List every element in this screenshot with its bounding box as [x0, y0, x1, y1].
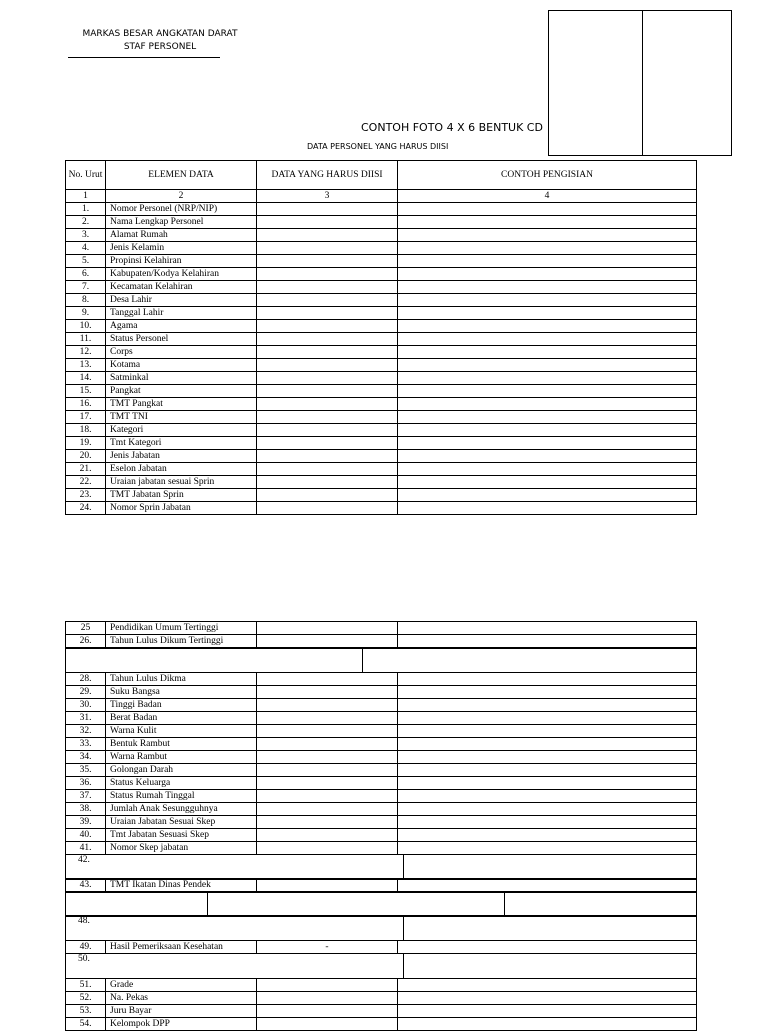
row-label: Tinggi Badan [106, 699, 257, 712]
table-row [66, 476, 697, 489]
col-number: 3 [257, 190, 398, 203]
example-cell [398, 764, 697, 777]
row-number: 43. [66, 879, 106, 892]
example-cell [398, 1005, 697, 1018]
table-row [66, 777, 697, 790]
row-number: 48. [78, 916, 90, 926]
col-number: 2 [106, 190, 257, 203]
data-cell[interactable] [257, 502, 398, 515]
row-label: Juru Bayar [106, 1005, 257, 1018]
row-number: 29. [66, 686, 106, 699]
table-row [66, 333, 697, 346]
example-cell [398, 725, 697, 738]
row-number: 13. [66, 359, 106, 372]
table-row [66, 712, 697, 725]
table-row [66, 255, 697, 268]
header-elemen-data: ELEMEN DATA [106, 161, 257, 190]
row-label: Golongan Darah [106, 764, 257, 777]
table-row [66, 216, 697, 229]
table-row [66, 385, 697, 398]
example-cell [398, 979, 697, 992]
row-label: Alamat Rumah [106, 229, 257, 242]
row-label: Berat Badan [106, 712, 257, 725]
data-cell[interactable] [257, 294, 398, 307]
data-cell[interactable] [257, 686, 398, 699]
data-cell[interactable] [257, 242, 398, 255]
data-cell[interactable] [257, 1005, 398, 1018]
data-cell[interactable] [257, 803, 398, 816]
row-number: 49. [66, 941, 106, 954]
split-row-50 [65, 953, 697, 979]
data-cell[interactable] [257, 203, 398, 216]
table-row [66, 803, 697, 816]
row-label: Corps [106, 346, 257, 359]
data-cell[interactable] [257, 268, 398, 281]
row-label: Na. Pekas [106, 992, 257, 1005]
row-number: 40. [66, 829, 106, 842]
data-cell[interactable] [257, 816, 398, 829]
row-number: 51. [66, 979, 106, 992]
row-number: 20. [66, 450, 106, 463]
data-cell[interactable] [257, 307, 398, 320]
table-row [66, 489, 697, 502]
row-label: Tahun Lulus Dikum Tertinggi [106, 635, 257, 648]
row-label: Hasil Pemeriksaan Kesehatan [106, 941, 257, 954]
row-number: 7. [66, 281, 106, 294]
table-row [66, 281, 697, 294]
row-label: Status Keluarga [106, 777, 257, 790]
example-cell [398, 673, 697, 686]
data-cell[interactable] [257, 673, 398, 686]
split-row-42-divider [403, 854, 404, 879]
data-cell[interactable] [257, 216, 398, 229]
table-row [66, 816, 697, 829]
example-cell [398, 790, 697, 803]
row-label: Desa Lahir [106, 294, 257, 307]
split-row-50-divider [403, 953, 404, 978]
row-number: 37. [66, 790, 106, 803]
data-cell[interactable] [257, 725, 398, 738]
split-row-44 [65, 892, 697, 917]
data-cell[interactable] [257, 346, 398, 359]
row-number: 39. [66, 816, 106, 829]
row-number: 54. [66, 1018, 106, 1031]
data-cell[interactable] [257, 463, 398, 476]
example-cell [398, 686, 697, 699]
row-label: Propinsi Kelahiran [106, 255, 257, 268]
col-number: 4 [398, 190, 697, 203]
org-division: STAF PERSONEL [123, 42, 197, 52]
example-cell [398, 879, 697, 892]
split-row-48 [65, 915, 697, 941]
data-cell[interactable] [257, 437, 398, 450]
data-cell[interactable] [257, 635, 398, 648]
table-row [66, 203, 697, 216]
table-header-row [66, 161, 697, 190]
data-cell[interactable] [257, 622, 398, 635]
table-row [66, 992, 697, 1005]
data-cell[interactable] [257, 712, 398, 725]
table-row [66, 686, 697, 699]
row-label: Tmt Kategori [106, 437, 257, 450]
row-number: 24. [66, 502, 106, 515]
row-number: 8. [66, 294, 106, 307]
personnel-data-table-continued [65, 621, 697, 648]
table-row [66, 372, 697, 385]
example-cell [398, 203, 697, 216]
row-label: Tmt Jabatan Sesuasi Skep [106, 829, 257, 842]
example-cell [398, 1018, 697, 1031]
row-label: Nomor Skep jabatan [106, 842, 257, 855]
split-row-27 [65, 648, 697, 673]
table-row [66, 699, 697, 712]
row-number: 16. [66, 398, 106, 411]
row-label: Pangkat [106, 385, 257, 398]
example-cell [398, 294, 697, 307]
table-row [66, 359, 697, 372]
row-number: 9. [66, 307, 106, 320]
row-number: 19. [66, 437, 106, 450]
row-label: Uraian Jabatan Sesuai Skep [106, 816, 257, 829]
row-number: 26. [66, 635, 106, 648]
example-cell [398, 450, 697, 463]
example-cell [398, 255, 697, 268]
example-cell [398, 463, 697, 476]
example-cell [398, 242, 697, 255]
table-row [66, 738, 697, 751]
row-number: 14. [66, 372, 106, 385]
example-cell [398, 738, 697, 751]
header-no-urut: No. Urut [66, 161, 106, 190]
example-cell [398, 712, 697, 725]
row-number: 25 [66, 622, 106, 635]
table-row [66, 294, 697, 307]
row-number: 10. [66, 320, 106, 333]
row-number: 6. [66, 268, 106, 281]
personnel-data-table-continued [65, 672, 697, 855]
data-cell[interactable] [257, 398, 398, 411]
org-header [70, 28, 250, 54]
row-number: 23. [66, 489, 106, 502]
data-cell[interactable] [257, 738, 398, 751]
row-number: 41. [66, 842, 106, 855]
example-cell [398, 751, 697, 764]
photo-box [548, 10, 732, 156]
row-number: 32. [66, 725, 106, 738]
table-row [66, 673, 697, 686]
photo-box-divider [642, 10, 643, 155]
table-row [66, 268, 697, 281]
row-number: 33. [66, 738, 106, 751]
example-cell [398, 385, 697, 398]
row-number: 11. [66, 333, 106, 346]
personnel-data-table-continued [65, 878, 697, 892]
table-row [66, 229, 697, 242]
row-label: Jenis Kelamin [106, 242, 257, 255]
row-label: Tahun Lulus Dikma [106, 673, 257, 686]
row-label: Grade [106, 979, 257, 992]
example-cell [398, 502, 697, 515]
row-number: 18. [66, 424, 106, 437]
row-label: TMT Pangkat [106, 398, 257, 411]
example-cell [398, 372, 697, 385]
row-number: 35. [66, 764, 106, 777]
table-row [66, 829, 697, 842]
table-row [66, 1005, 697, 1018]
row-label: Bentuk Rambut [106, 738, 257, 751]
row-number: 2. [66, 216, 106, 229]
split-row-27-divider [362, 648, 363, 672]
row-number: 3. [66, 229, 106, 242]
data-cell[interactable] [257, 450, 398, 463]
row-number: 31. [66, 712, 106, 725]
example-cell [398, 424, 697, 437]
row-number: 12. [66, 346, 106, 359]
data-cell[interactable] [257, 320, 398, 333]
header-data-diisi: DATA YANG HARUS DIISI [257, 161, 398, 190]
split-row-48-divider [403, 915, 404, 940]
row-label: Status Personel [106, 333, 257, 346]
row-label: Status Rumah Tinggal [106, 790, 257, 803]
data-cell[interactable] [257, 476, 398, 489]
data-cell[interactable] [257, 255, 398, 268]
row-number: 34. [66, 751, 106, 764]
example-cell [398, 411, 697, 424]
split-row-42 [65, 854, 697, 880]
row-number: 50. [78, 954, 90, 964]
example-cell [398, 307, 697, 320]
row-label: Warna Rambut [106, 751, 257, 764]
row-label: Satminkal [106, 372, 257, 385]
example-cell [398, 333, 697, 346]
example-cell [398, 229, 697, 242]
row-label: Jenis Jabatan [106, 450, 257, 463]
row-number: 42. [78, 855, 90, 865]
row-label: Kategori [106, 424, 257, 437]
data-cell[interactable] [257, 699, 398, 712]
table-row [66, 437, 697, 450]
col-number: 1 [66, 190, 106, 203]
org-name: MARKAS BESAR ANGKATAN DARAT [82, 29, 238, 39]
example-cell [398, 992, 697, 1005]
header-underline [68, 57, 220, 58]
data-cell[interactable] [257, 777, 398, 790]
example-cell [398, 635, 697, 648]
row-label: Warna Kulit [106, 725, 257, 738]
data-cell[interactable] [257, 333, 398, 346]
table-row [66, 635, 697, 648]
example-cell [398, 476, 697, 489]
row-number: 4. [66, 242, 106, 255]
personnel-data-table-continued [65, 978, 697, 1031]
data-cell[interactable]: - [257, 941, 398, 954]
table-row [66, 751, 697, 764]
row-label: Kecamatan Kelahiran [106, 281, 257, 294]
row-label: Nomor Personel (NRP/NIP) [106, 203, 257, 216]
header-contoh-pengisian: CONTOH PENGISIAN [398, 161, 697, 190]
row-label: Agama [106, 320, 257, 333]
data-cell[interactable] [257, 359, 398, 372]
example-cell [398, 216, 697, 229]
row-label: Tanggal Lahir [106, 307, 257, 320]
example-cell [398, 320, 697, 333]
data-cell[interactable] [257, 979, 398, 992]
table-row [66, 879, 697, 892]
data-cell[interactable] [257, 424, 398, 437]
example-cell [398, 622, 697, 635]
row-number: 53. [66, 1005, 106, 1018]
data-cell[interactable] [257, 489, 398, 502]
table-row [66, 463, 697, 476]
table-row [66, 502, 697, 515]
data-cell[interactable] [257, 372, 398, 385]
example-cell [398, 803, 697, 816]
row-label: Jumlah Anak Sesungguhnya [106, 803, 257, 816]
row-label: TMT Ikatan Dinas Pendek [106, 879, 257, 892]
row-label: Kabupaten/Kodya Kelahiran [106, 268, 257, 281]
data-cell[interactable] [257, 790, 398, 803]
table-row [66, 842, 697, 855]
data-cell[interactable] [257, 229, 398, 242]
row-number: 15. [66, 385, 106, 398]
example-cell [398, 829, 697, 842]
example-cell [398, 437, 697, 450]
table-row [66, 242, 697, 255]
row-number: 22. [66, 476, 106, 489]
table-row [66, 450, 697, 463]
row-number: 17. [66, 411, 106, 424]
table-row [66, 725, 697, 738]
example-cell [398, 699, 697, 712]
row-label: Nomor Sprin Jabatan [106, 502, 257, 515]
table-row [66, 1018, 697, 1031]
row-label: Kotama [106, 359, 257, 372]
personnel-data-table-continued [65, 940, 697, 954]
example-cell [398, 489, 697, 502]
example-cell [398, 398, 697, 411]
table-row [66, 307, 697, 320]
table-row [66, 622, 697, 635]
row-label: TMT Jabatan Sprin [106, 489, 257, 502]
data-cell[interactable] [257, 1018, 398, 1031]
example-cell [398, 346, 697, 359]
data-cell[interactable] [257, 992, 398, 1005]
example-cell [398, 816, 697, 829]
row-number: 52. [66, 992, 106, 1005]
table-row [66, 398, 697, 411]
row-label: Eselon Jabatan [106, 463, 257, 476]
data-cell[interactable] [257, 842, 398, 855]
table-row [66, 320, 697, 333]
row-number: 1. [66, 203, 106, 216]
split-row-44-divider-left [207, 892, 208, 916]
form-title: DATA PERSONEL YANG HARUS DIISI [307, 142, 449, 151]
table-row [66, 941, 697, 954]
table-row [66, 764, 697, 777]
data-cell[interactable] [257, 385, 398, 398]
table-row [66, 979, 697, 992]
column-number-row [66, 190, 697, 203]
row-number: 36. [66, 777, 106, 790]
example-cell [398, 359, 697, 372]
row-label: TMT TNI [106, 411, 257, 424]
example-cell [398, 941, 697, 954]
data-cell[interactable] [257, 411, 398, 424]
row-number: 28. [66, 673, 106, 686]
data-cell[interactable] [257, 281, 398, 294]
data-cell[interactable] [257, 829, 398, 842]
row-number: 5. [66, 255, 106, 268]
row-label: Nama Lengkap Personel [106, 216, 257, 229]
row-label: Uraian jabatan sesuai Sprin [106, 476, 257, 489]
row-number: 21. [66, 463, 106, 476]
row-label: Suku Bangsa [106, 686, 257, 699]
data-cell[interactable] [257, 879, 398, 892]
row-number: 30. [66, 699, 106, 712]
row-number: 38. [66, 803, 106, 816]
example-cell [398, 777, 697, 790]
example-cell [398, 281, 697, 294]
data-cell[interactable] [257, 764, 398, 777]
example-cell [398, 842, 697, 855]
row-label: Pendidikan Umum Tertinggi [106, 622, 257, 635]
table-row [66, 346, 697, 359]
row-label: Kelompok DPP [106, 1018, 257, 1031]
table-row [66, 790, 697, 803]
personnel-data-table [65, 160, 697, 515]
photo-caption: CONTOH FOTO 4 X 6 BENTUK CD [361, 121, 543, 134]
split-row-44-divider-right [504, 892, 505, 916]
table-row [66, 424, 697, 437]
data-cell[interactable] [257, 751, 398, 764]
table-row [66, 411, 697, 424]
example-cell [398, 268, 697, 281]
